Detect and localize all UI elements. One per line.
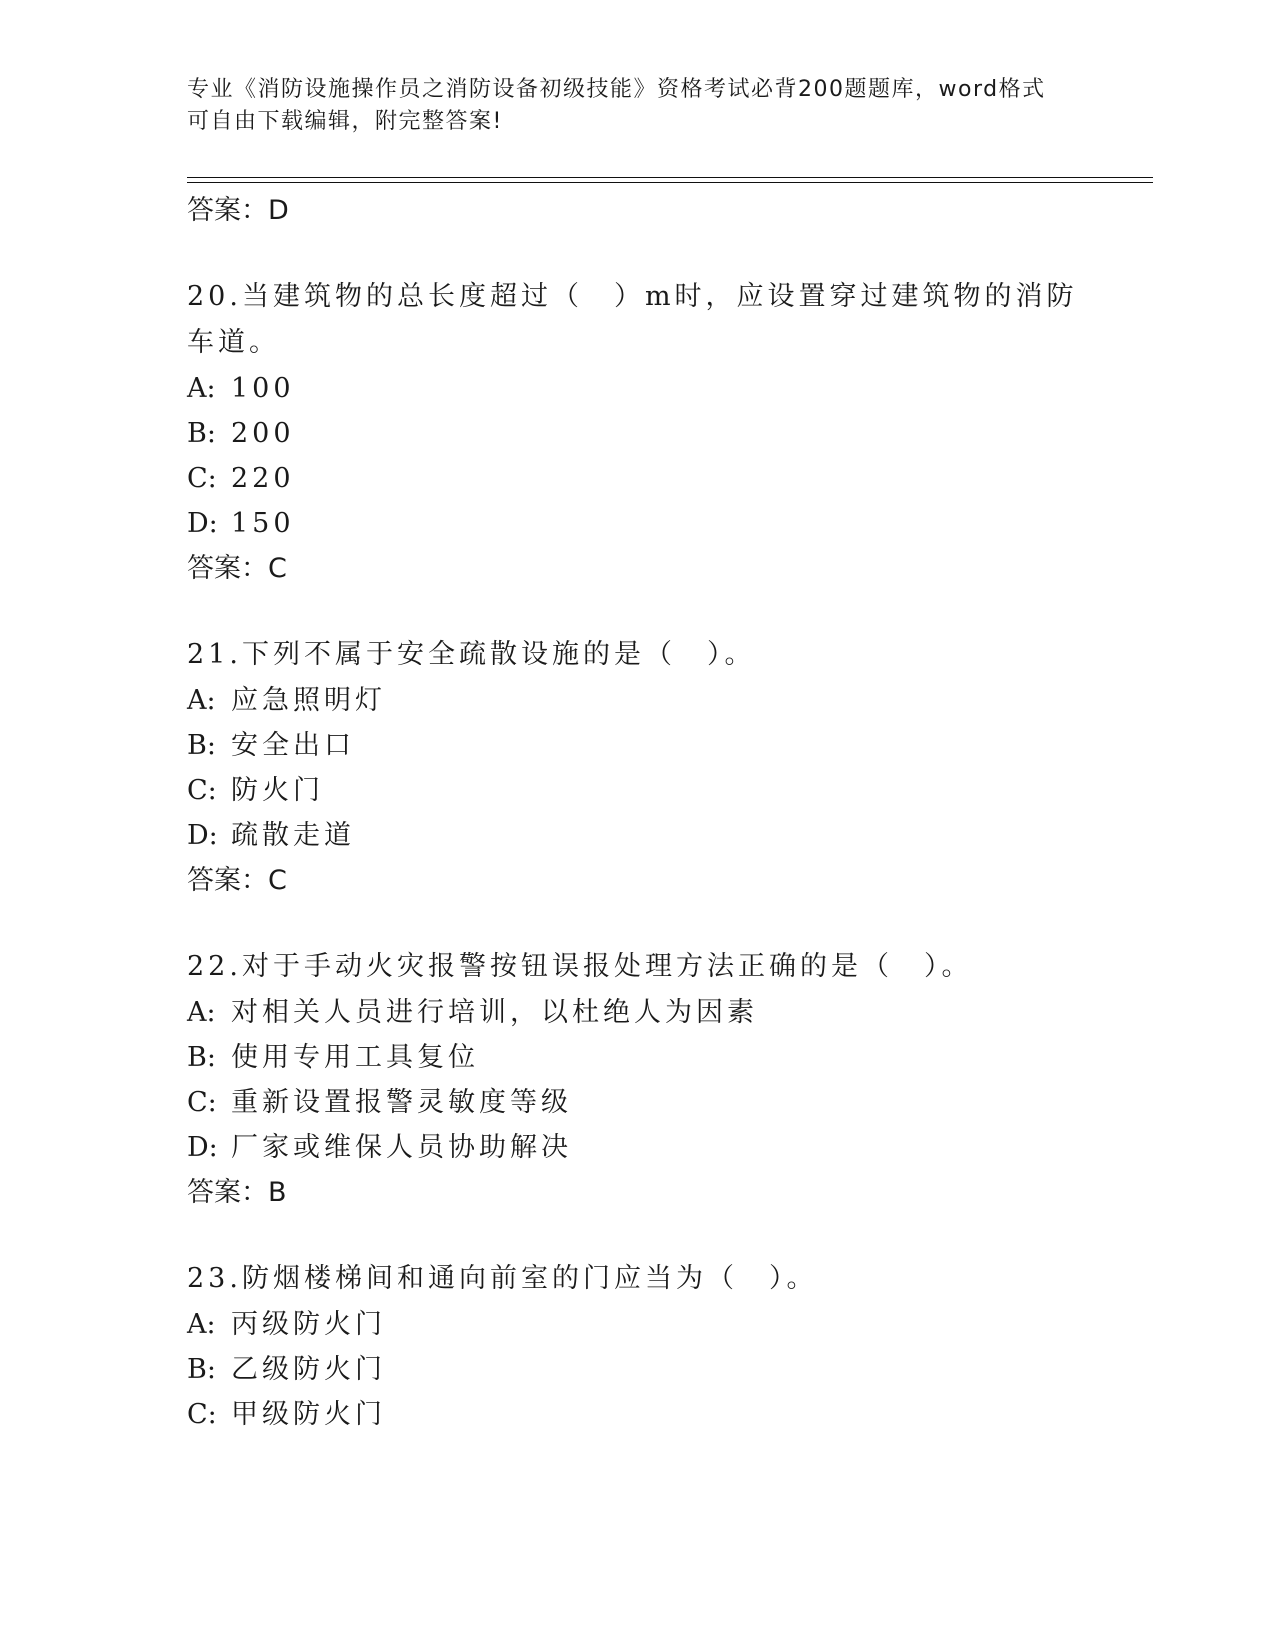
option-c	[187, 1080, 1127, 1125]
question-20	[187, 274, 1127, 592]
answer-line: 答案：C	[187, 865, 287, 896]
option-d	[187, 501, 1127, 546]
document-header: 专业《消防设施操作员之消防设备初级技能》资格考试必背200题题库，word格式可自由下载编辑，附完整答案!	[187, 77, 1046, 134]
question-stem: 21.下列不属于安全疏散设施的是（ ）。	[187, 639, 756, 670]
answer-line: 答案：C	[187, 553, 287, 584]
question-23	[187, 1256, 1127, 1437]
option-letter: A:	[187, 1309, 216, 1340]
option-text: 重新设置报警灵敏度等级	[231, 1087, 572, 1118]
option-letter: A:	[187, 685, 216, 716]
option-letter: C:	[187, 1087, 217, 1118]
question-21	[187, 632, 1127, 904]
option-d	[187, 813, 1127, 858]
option-c	[187, 456, 1127, 501]
option-letter: D:	[187, 820, 218, 851]
header-divider-bottom	[187, 182, 1153, 183]
option-text: 应急照明灯	[231, 685, 386, 716]
option-text: 丙级防火门	[231, 1309, 386, 1340]
option-letter: B:	[187, 730, 216, 761]
option-a	[187, 1302, 1127, 1347]
question-stem: 22.对于手动火灾报警按钮误报处理方法正确的是（ ）。	[187, 951, 973, 982]
option-list	[187, 678, 1127, 858]
option-text: 安全出口	[231, 730, 355, 761]
option-c	[187, 1392, 1127, 1437]
option-letter: B:	[187, 418, 216, 449]
option-b	[187, 723, 1127, 768]
question-list	[187, 188, 1127, 1437]
option-text: 对相关人员进行培训，以杜绝人为因素	[231, 997, 758, 1028]
question-22	[187, 944, 1127, 1216]
option-letter: B:	[187, 1042, 216, 1073]
option-letter: C:	[187, 463, 217, 494]
option-text: 乙级防火门	[231, 1354, 386, 1385]
option-text: 100	[231, 373, 295, 404]
option-a	[187, 990, 1127, 1035]
answer-line: 答案：D	[187, 195, 289, 226]
option-b	[187, 411, 1127, 456]
option-text: 甲级防火门	[231, 1399, 386, 1430]
option-b	[187, 1035, 1127, 1080]
option-d	[187, 1125, 1127, 1170]
question-stem: 23.防烟楼梯间和通向前室的门应当为（ ）。	[187, 1263, 818, 1294]
option-a	[187, 366, 1127, 411]
option-text: 220	[231, 463, 295, 494]
option-letter: B:	[187, 1354, 216, 1385]
option-list	[187, 366, 1127, 546]
option-text: 防火门	[231, 775, 324, 806]
option-letter: D:	[187, 1132, 218, 1163]
option-text: 150	[231, 508, 295, 539]
option-letter: C:	[187, 1399, 217, 1430]
option-text: 200	[231, 418, 295, 449]
option-b	[187, 1347, 1127, 1392]
option-letter: D:	[187, 508, 218, 539]
option-text: 使用专用工具复位	[231, 1042, 479, 1073]
option-list	[187, 1302, 1127, 1437]
option-text: 疏散走道	[231, 820, 355, 851]
option-text: 厂家或维保人员协助解决	[231, 1132, 572, 1163]
option-c	[187, 768, 1127, 813]
option-letter: A:	[187, 373, 216, 404]
question-stem: 20.当建筑物的总长度超过（ ）m时，应设置穿过建筑物的消防车道。	[187, 281, 1078, 358]
option-letter: A:	[187, 997, 216, 1028]
option-letter: C:	[187, 775, 217, 806]
option-list	[187, 990, 1127, 1170]
answer-line: 答案：B	[187, 1177, 287, 1208]
header-divider-top	[187, 177, 1153, 178]
option-a	[187, 678, 1127, 723]
